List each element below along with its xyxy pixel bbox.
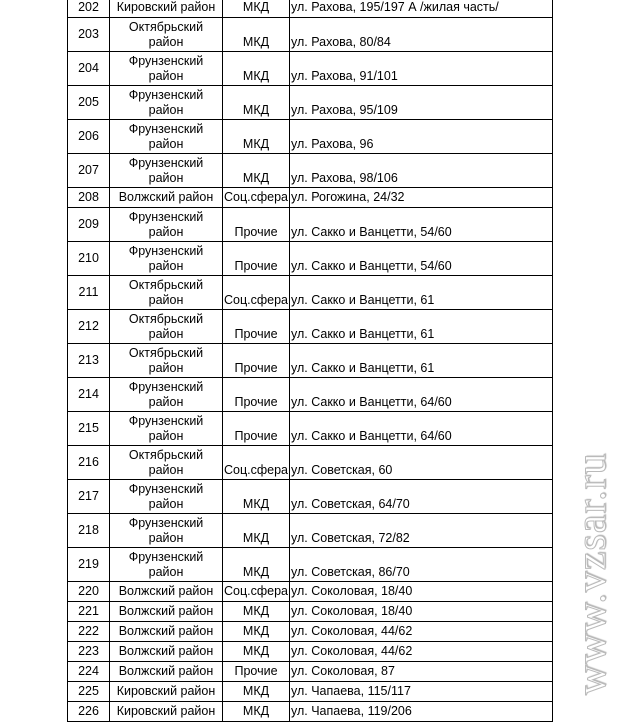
district-cell: Фрунзенский район xyxy=(110,378,223,412)
district-cell: Фрунзенский район xyxy=(110,52,223,86)
object-type-cell: МКД xyxy=(223,602,290,622)
object-type-cell: МКД xyxy=(223,18,290,52)
table-row xyxy=(68,52,553,86)
table-row xyxy=(68,18,553,52)
table-row xyxy=(68,86,553,120)
table-row xyxy=(68,602,553,622)
district-cell: Октябрьский район xyxy=(110,344,223,378)
row-number: 208 xyxy=(68,188,110,208)
table-row xyxy=(68,682,553,702)
address-cell: ул. Рахова, 91/101 xyxy=(290,52,553,86)
district-cell: Волжский район xyxy=(110,582,223,602)
district-cell: Октябрьский район xyxy=(110,18,223,52)
address-cell: ул. Сакко и Ванцетти, 61 xyxy=(290,310,553,344)
row-number: 222 xyxy=(68,622,110,642)
address-cell: ул. Соколовая, 44/62 xyxy=(290,642,553,662)
district-cell: Октябрьский район xyxy=(110,276,223,310)
address-cell: ул. Рахова, 80/84 xyxy=(290,18,553,52)
district-cell: Фрунзенский район xyxy=(110,154,223,188)
row-number: 209 xyxy=(68,208,110,242)
table-row xyxy=(68,188,553,208)
address-cell: ул. Рахова, 195/197 А /жилая часть/ xyxy=(290,0,553,18)
row-number: 202 xyxy=(68,0,110,18)
object-type-cell: МКД xyxy=(223,548,290,582)
table-row xyxy=(68,662,553,682)
object-type-cell: МКД xyxy=(223,642,290,662)
address-cell: ул. Сакко и Ванцетти, 54/60 xyxy=(290,208,553,242)
district-cell: Волжский район xyxy=(110,662,223,682)
row-number: 215 xyxy=(68,412,110,446)
row-number: 212 xyxy=(68,310,110,344)
object-type-cell: Прочие xyxy=(223,310,290,344)
table-row xyxy=(68,582,553,602)
table-row xyxy=(68,120,553,154)
row-number: 226 xyxy=(68,702,110,722)
address-cell: ул. Рахова, 98/106 xyxy=(290,154,553,188)
table-row xyxy=(68,310,553,344)
object-type-cell: МКД xyxy=(223,86,290,120)
table-row xyxy=(68,480,553,514)
address-cell: ул. Рогожина, 24/32 xyxy=(290,188,553,208)
district-cell: Фрунзенский район xyxy=(110,242,223,276)
address-cell: ул. Сакко и Ванцетти, 64/60 xyxy=(290,378,553,412)
object-type-cell: Прочие xyxy=(223,208,290,242)
address-cell: ул. Соколовая, 44/62 xyxy=(290,622,553,642)
object-type-cell: Прочие xyxy=(223,344,290,378)
address-cell: ул. Соколовая, 87 xyxy=(290,662,553,682)
row-number: 204 xyxy=(68,52,110,86)
object-type-cell: МКД xyxy=(223,120,290,154)
row-number: 207 xyxy=(68,154,110,188)
object-type-cell: МКД xyxy=(223,480,290,514)
addresses-table xyxy=(67,0,553,722)
object-type-cell: Прочие xyxy=(223,378,290,412)
district-cell: Октябрьский район xyxy=(110,446,223,480)
row-number: 220 xyxy=(68,582,110,602)
row-number: 205 xyxy=(68,86,110,120)
table-row xyxy=(68,242,553,276)
row-number: 210 xyxy=(68,242,110,276)
table-row xyxy=(68,344,553,378)
row-number: 216 xyxy=(68,446,110,480)
district-cell: Фрунзенский район xyxy=(110,548,223,582)
district-cell: Фрунзенский район xyxy=(110,412,223,446)
address-cell: ул. Соколовая, 18/40 xyxy=(290,602,553,622)
district-cell: Фрунзенский район xyxy=(110,480,223,514)
district-cell: Фрунзенский район xyxy=(110,208,223,242)
address-cell: ул. Рахова, 95/109 xyxy=(290,86,553,120)
object-type-cell: Прочие xyxy=(223,412,290,446)
district-cell: Кировский район xyxy=(110,682,223,702)
district-cell: Кировский район xyxy=(110,0,223,18)
row-number: 221 xyxy=(68,602,110,622)
district-cell: Волжский район xyxy=(110,622,223,642)
table-row xyxy=(68,412,553,446)
district-cell: Октябрьский район xyxy=(110,310,223,344)
table-row xyxy=(68,378,553,412)
object-type-cell: МКД xyxy=(223,702,290,722)
table-row xyxy=(68,514,553,548)
object-type-cell: Прочие xyxy=(223,662,290,682)
row-number: 203 xyxy=(68,18,110,52)
address-cell: ул. Сакко и Ванцетти, 61 xyxy=(290,344,553,378)
address-cell: ул. Чапаева, 119/206 xyxy=(290,702,553,722)
address-cell: ул. Сакко и Ванцетти, 61 xyxy=(290,276,553,310)
row-number: 218 xyxy=(68,514,110,548)
object-type-cell: МКД xyxy=(223,622,290,642)
address-cell: ул. Чапаева, 115/117 xyxy=(290,682,553,702)
object-type-cell: Соц.сфера xyxy=(223,188,290,208)
address-cell: ул. Советская, 64/70 xyxy=(290,480,553,514)
address-cell: ул. Рахова, 96 xyxy=(290,120,553,154)
site-watermark: www.vzsar.ru xyxy=(569,452,615,695)
table-row xyxy=(68,0,553,18)
table-row xyxy=(68,208,553,242)
row-number: 217 xyxy=(68,480,110,514)
object-type-cell: МКД xyxy=(223,154,290,188)
addresses-table-body xyxy=(68,0,553,722)
address-cell: ул. Сакко и Ванцетти, 54/60 xyxy=(290,242,553,276)
row-number: 225 xyxy=(68,682,110,702)
district-cell: Волжский район xyxy=(110,642,223,662)
district-cell: Волжский район xyxy=(110,188,223,208)
object-type-cell: Прочие xyxy=(223,242,290,276)
object-type-cell: МКД xyxy=(223,52,290,86)
table-row xyxy=(68,154,553,188)
row-number: 214 xyxy=(68,378,110,412)
district-cell: Кировский район xyxy=(110,702,223,722)
table-row xyxy=(68,548,553,582)
object-type-cell: Соц.сфера xyxy=(223,276,290,310)
row-number: 224 xyxy=(68,662,110,682)
table-row xyxy=(68,642,553,662)
table-row xyxy=(68,622,553,642)
row-number: 213 xyxy=(68,344,110,378)
address-cell: ул. Советская, 86/70 xyxy=(290,548,553,582)
object-type-cell: МКД xyxy=(223,682,290,702)
row-number: 223 xyxy=(68,642,110,662)
address-cell: ул. Советская, 60 xyxy=(290,446,553,480)
row-number: 211 xyxy=(68,276,110,310)
district-cell: Фрунзенский район xyxy=(110,120,223,154)
address-cell: ул. Сакко и Ванцетти, 64/60 xyxy=(290,412,553,446)
district-cell: Фрунзенский район xyxy=(110,514,223,548)
address-cell: ул. Советская, 72/82 xyxy=(290,514,553,548)
object-type-cell: Соц.сфера xyxy=(223,582,290,602)
row-number: 219 xyxy=(68,548,110,582)
object-type-cell: МКД xyxy=(223,514,290,548)
district-cell: Фрунзенский район xyxy=(110,86,223,120)
table-row xyxy=(68,446,553,480)
address-cell: ул. Соколовая, 18/40 xyxy=(290,582,553,602)
object-type-cell: МКД xyxy=(223,0,290,18)
district-cell: Волжский район xyxy=(110,602,223,622)
row-number: 206 xyxy=(68,120,110,154)
object-type-cell: Соц.сфера xyxy=(223,446,290,480)
table-row xyxy=(68,276,553,310)
table-row xyxy=(68,702,553,722)
